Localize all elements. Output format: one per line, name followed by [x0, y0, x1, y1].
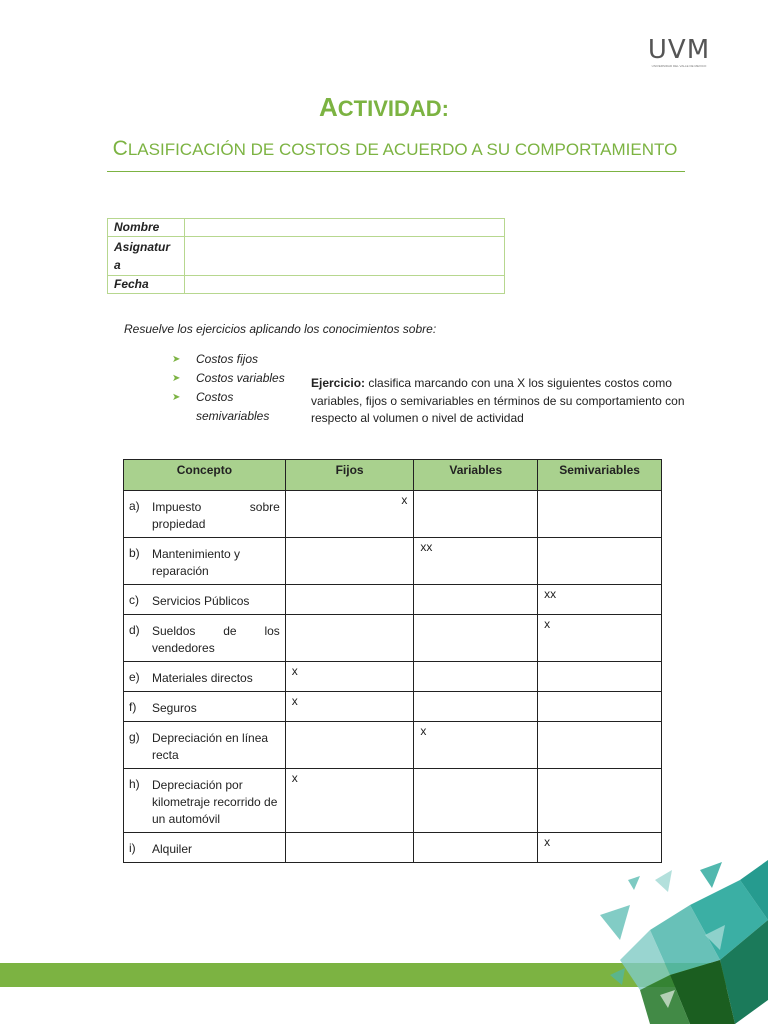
topic-label: Costos semivariables	[196, 390, 270, 423]
logo-text: UVM	[647, 35, 711, 65]
mark: x	[291, 771, 298, 785]
header-semivariables: Semivariables	[538, 460, 662, 491]
concept-text: Depreciación por kilometraje recorrido de un automóvil	[152, 778, 278, 826]
mark: xx	[544, 587, 557, 601]
mark: x	[544, 835, 551, 849]
row-letter: b)	[129, 546, 140, 560]
header-concepto: Concepto	[124, 460, 286, 491]
subtitle-rest: LASIFICACIÓN DE COSTOS DE ACUERDO A SU COMPORTAMIENTO	[127, 140, 678, 159]
concept-text: Mantenimiento y reparación	[152, 547, 241, 578]
mark: x	[420, 724, 427, 738]
mark: x	[544, 617, 551, 631]
mark: xx	[420, 540, 433, 554]
mark: x	[291, 664, 298, 678]
arrow-bullet-icon: ➤	[172, 392, 181, 403]
arrow-bullet-icon: ➤	[172, 354, 181, 365]
row-letter: d)	[129, 623, 140, 637]
subtitle-first-letter: C	[112, 137, 128, 160]
row-letter: h)	[129, 777, 140, 791]
title-first-letter: A	[319, 92, 338, 122]
info-label: Asignatur a	[108, 237, 185, 276]
concept-text: Depreciación en línea recta	[152, 731, 269, 762]
row-letter: f)	[129, 700, 137, 714]
title-rest: CTIVIDAD:	[337, 96, 449, 121]
info-label: Fecha	[108, 276, 185, 294]
logo-subtext: UNIVERSIDAD DEL VALLE DE MEXICO	[651, 64, 707, 68]
concept-text: Impuesto sobre propiedad	[152, 500, 280, 531]
row-letter: i)	[129, 841, 136, 855]
concept-text: Servicios Públicos	[152, 594, 250, 608]
row-letter: e)	[129, 670, 140, 684]
topic-label: Costos variables	[196, 371, 285, 385]
mark: x	[401, 493, 408, 507]
row-letter: a)	[129, 499, 140, 513]
concept-text: Sueldos de los vendedores	[152, 624, 280, 655]
header-variables: Variables	[414, 460, 538, 491]
row-letter: c)	[129, 593, 139, 607]
header-fijos: Fijos	[285, 460, 414, 491]
instructions-text: Resuelve los ejercicios aplicando los conocimientos sobre:	[124, 322, 437, 336]
exercise-text: clasifica marcando con una X los siguientes costos como variables, fijos o semivariables en términos de su comportamiento con respecto al volumen o nivel de actividad	[311, 376, 685, 425]
concept-text: Alquiler	[152, 842, 193, 856]
row-letter: g)	[129, 730, 140, 744]
mark: x	[291, 694, 298, 708]
topic-label: Costos fijos	[196, 352, 259, 366]
exercise-label: Ejercicio:	[311, 376, 366, 390]
arrow-bullet-icon: ➤	[172, 373, 181, 384]
info-label: Nombre	[108, 219, 185, 237]
concept-text: Seguros	[152, 701, 197, 715]
concept-text: Materiales directos	[152, 671, 253, 685]
